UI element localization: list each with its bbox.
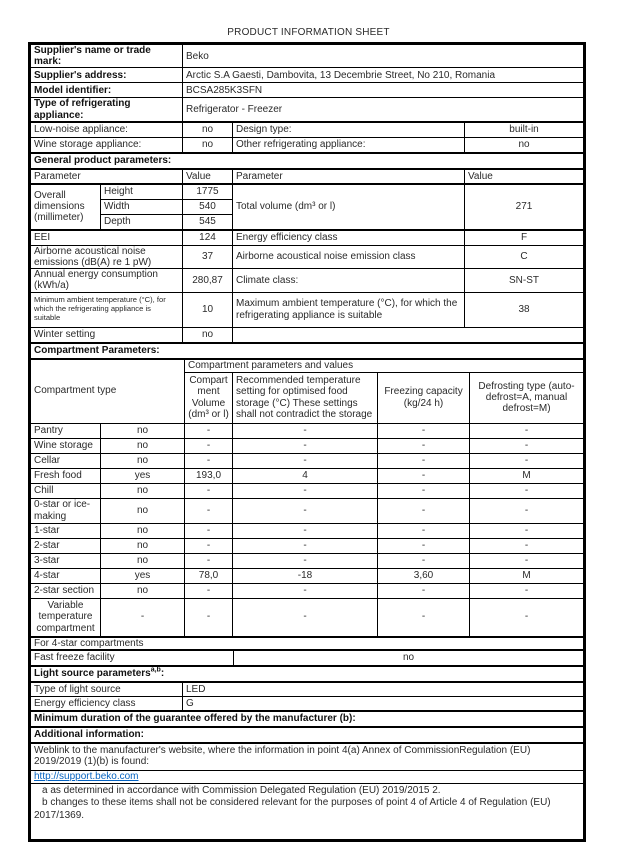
freezing-column-header: Freezing capacity (kg/24 h)	[378, 372, 470, 423]
compartment-parameters-heading	[30, 343, 584, 359]
additional-info-heading-row	[30, 727, 584, 743]
compartment-cell: no	[101, 423, 185, 438]
table-row	[31, 743, 584, 770]
table-row	[31, 137, 584, 152]
width-value: 540	[183, 199, 233, 214]
compartment-name: Variable temperature compartment	[31, 598, 101, 636]
table-row	[31, 68, 584, 83]
height-label: Height	[101, 184, 183, 199]
footnote-marker: a,b	[150, 666, 161, 674]
light-source-heading	[30, 666, 584, 682]
weblink-description: Weblink to the manufacturer's website, where the information in point 4(a) Annex of CommissionRegulation (EU) 2019/2019 (1)(b) is found:	[31, 743, 584, 770]
compartment-cell: -	[470, 553, 584, 568]
compartment-cell: no	[101, 483, 185, 498]
table-row	[31, 453, 584, 468]
compartment-cell: M	[470, 568, 584, 583]
table-row	[31, 498, 584, 523]
table-row	[31, 359, 584, 372]
max-ambient-value: 38	[465, 292, 584, 327]
eei-label: EEI	[31, 230, 183, 245]
winter-setting-value: no	[183, 327, 233, 342]
general-parameters-heading	[30, 153, 584, 169]
appliance-type-value: Refrigerator - Freezer	[183, 98, 584, 121]
support-weblink[interactable]: http://support.beko.com	[34, 771, 139, 783]
table-row	[31, 468, 584, 483]
empty-cell	[233, 327, 584, 342]
supplier-name-label: Supplier's name or trade mark:	[31, 45, 183, 68]
height-value: 1775	[183, 184, 233, 199]
dimensions-table	[30, 184, 584, 230]
design-type-label: Design type:	[233, 122, 465, 137]
table-row	[31, 153, 584, 168]
wine-storage-value: no	[183, 137, 233, 152]
footnote-a: a as determined in accordance with Commission Delegated Regulation (EU) 2019/2015 2.	[42, 784, 441, 796]
compartment-name: Pantry	[31, 423, 101, 438]
table-row	[31, 483, 584, 498]
column-header: Value	[465, 169, 584, 183]
overall-dimensions-label: Overall dimensions (millimeter)	[31, 184, 101, 229]
compartment-cell: -	[185, 598, 233, 636]
section-heading: General product parameters:	[31, 153, 584, 168]
temperature-column-header: Recommended temperature setting for optimised food storage (°C) These settings shall not contradict the storage	[233, 372, 378, 423]
appliance-type-label: Type of refrigerating appliance:	[31, 98, 183, 121]
low-noise-value: no	[183, 122, 233, 137]
compartment-name: 3-star	[31, 553, 101, 568]
compartment-cell: no	[101, 498, 185, 523]
compartment-cell: no	[101, 453, 185, 468]
table-row	[31, 245, 584, 268]
noise-emissions-value: 37	[183, 245, 233, 268]
total-volume-label: Total volume (dm³ or l)	[233, 184, 465, 229]
compartment-cell: -	[185, 453, 233, 468]
compartment-cell: -	[185, 423, 233, 438]
compartment-cell: 3,60	[378, 568, 470, 583]
climate-class-value: SN-ST	[465, 269, 584, 292]
light-source-table	[30, 682, 584, 711]
compartment-cell: -	[185, 583, 233, 598]
compartment-cell: -	[470, 523, 584, 538]
section-heading: Compartment Parameters:	[31, 343, 584, 358]
compartment-cell: -	[470, 498, 584, 523]
compartment-cell: -	[470, 538, 584, 553]
table-row	[31, 598, 584, 636]
section-heading	[31, 666, 584, 681]
table-row	[31, 650, 584, 665]
climate-class-label: Climate class:	[233, 269, 465, 292]
compartment-cell: -	[470, 483, 584, 498]
supplier-address-value: Arctic S.A Gaesti, Dambovita, 13 Decembrie Street, No 210, Romania	[183, 68, 584, 83]
model-identifier-value: BCSA285K3SFN	[183, 83, 584, 98]
compartment-cell: -	[378, 453, 470, 468]
compartment-name: Fresh food	[31, 468, 101, 483]
table-row	[31, 83, 584, 98]
light-heading-text: Light source parameters	[34, 668, 151, 680]
table-row	[31, 343, 584, 358]
annual-energy-label: Annual energy consumption (kWh/a)	[31, 269, 183, 292]
compartment-cell: -	[378, 523, 470, 538]
compartment-cell: -	[185, 483, 233, 498]
compartment-cell: -	[233, 583, 378, 598]
compartment-cell: no	[101, 538, 185, 553]
compartment-cell: -	[233, 538, 378, 553]
compartment-cell: -	[378, 438, 470, 453]
compartment-name: 2-star	[31, 538, 101, 553]
footnotes-cell	[31, 783, 584, 839]
supplier-name-value: Beko	[183, 45, 584, 68]
four-star-note: For 4-star compartments	[31, 637, 584, 649]
table-row	[31, 45, 584, 68]
compartment-cell: 4	[233, 468, 378, 483]
compartment-cell: -18	[233, 568, 378, 583]
min-ambient-label: Minimum ambient temperature (°C), for which the refrigerating appliance is suitable	[31, 292, 183, 327]
compartment-name: 1-star	[31, 523, 101, 538]
depth-label: Depth	[101, 214, 183, 229]
compartment-cell: no	[101, 553, 185, 568]
compartment-cell: 78,0	[185, 568, 233, 583]
sheet-table	[28, 42, 586, 842]
light-type-value: LED	[183, 682, 584, 696]
table-row	[31, 711, 584, 726]
table-row	[31, 538, 584, 553]
table-row	[31, 696, 584, 710]
compartment-cell: -	[233, 453, 378, 468]
table-row	[31, 682, 584, 696]
fast-freeze-label: Fast freeze facility	[31, 650, 234, 665]
light-type-label: Type of light source	[31, 682, 183, 696]
design-type-value: built-in	[465, 122, 584, 137]
other-appliance-value: no	[465, 137, 584, 152]
compartment-cell: 193,0	[185, 468, 233, 483]
compartment-cell: -	[378, 553, 470, 568]
compartment-cell: no	[101, 523, 185, 538]
general-header-row	[30, 169, 584, 184]
compartment-cell: -	[470, 598, 584, 636]
compartment-cell: -	[233, 423, 378, 438]
compartment-cell: -	[185, 553, 233, 568]
compartment-cell: -	[185, 538, 233, 553]
model-identifier-label: Model identifier:	[31, 83, 183, 98]
compartment-cell: -	[185, 523, 233, 538]
table-row	[31, 98, 584, 121]
supplier-table	[30, 44, 584, 122]
compartment-cell: no	[101, 583, 185, 598]
compartment-cell: yes	[101, 568, 185, 583]
compartment-cell: -	[233, 553, 378, 568]
table-row	[31, 327, 584, 342]
compartment-cell: -	[378, 468, 470, 483]
annual-energy-value: 280,87	[183, 269, 233, 292]
depth-value: 545	[183, 214, 233, 229]
compartment-cell: -	[185, 438, 233, 453]
compartment-cell: -	[378, 538, 470, 553]
compartment-cell: -	[378, 423, 470, 438]
compartment-name: 0-star or ice-making	[31, 498, 101, 523]
compartment-type-header: Compartment type	[31, 359, 185, 423]
compartment-cell: -	[470, 423, 584, 438]
table-row	[31, 122, 584, 137]
winter-setting-label: Winter setting	[31, 327, 183, 342]
table-row	[31, 292, 584, 327]
four-star-note-row	[30, 637, 584, 650]
compartment-cell: -	[233, 483, 378, 498]
supplier-address-label: Supplier's address:	[31, 68, 183, 83]
fast-freeze-table	[30, 650, 584, 666]
compartment-cell: -	[470, 453, 584, 468]
section-heading: Additional information:	[31, 727, 584, 742]
low-noise-label: Low-noise appliance:	[31, 122, 183, 137]
compartment-cell: -	[101, 598, 185, 636]
page-title: PRODUCT INFORMATION SHEET	[227, 27, 390, 38]
compartment-cell: -	[470, 438, 584, 453]
compartment-cell: -	[378, 583, 470, 598]
total-volume-value: 271	[465, 184, 584, 229]
table-row	[31, 230, 584, 245]
eei-value: 124	[183, 230, 233, 245]
fast-freeze-value: no	[234, 650, 584, 665]
noise-class-label: Airborne acoustical noise emission class	[233, 245, 465, 268]
energy-class-value: F	[465, 230, 584, 245]
table-row	[31, 666, 584, 681]
weblink-cell	[31, 770, 584, 783]
appliance-flags-table	[30, 122, 584, 153]
guarantee-heading-row	[30, 711, 584, 727]
defrost-column-header: Defrosting type (auto-defrost=A, manual defrost=M)	[470, 372, 584, 423]
compartment-cell: M	[470, 468, 584, 483]
energy-class-label: Energy efficiency class	[233, 230, 465, 245]
compartment-cell: -	[233, 438, 378, 453]
compartment-cell: yes	[101, 468, 185, 483]
wine-storage-label: Wine storage appliance:	[31, 137, 183, 152]
compartment-cell: -	[378, 598, 470, 636]
table-row	[31, 783, 584, 839]
column-header: Parameter	[233, 169, 465, 183]
table-row	[31, 438, 584, 453]
general-values-table	[30, 230, 584, 343]
compartment-name: Cellar	[31, 453, 101, 468]
compartment-cell: -	[378, 483, 470, 498]
table-row	[31, 523, 584, 538]
compartment-name: 4-star	[31, 568, 101, 583]
additional-info-table	[30, 743, 584, 840]
table-row	[31, 568, 584, 583]
compartment-cell: -	[233, 523, 378, 538]
table-row	[31, 423, 584, 438]
column-header: Parameter	[31, 169, 183, 183]
compartment-cell: -	[378, 498, 470, 523]
min-ambient-value: 10	[183, 292, 233, 327]
footnote-b: b changes to these items shall not be considered relevant for the purposes of point 4 of Article 4 of Regulation (EU) 2017/1369.	[34, 797, 551, 821]
column-header: Value	[183, 169, 233, 183]
table-row	[31, 637, 584, 649]
compartment-table	[30, 359, 584, 637]
compartment-cell: -	[185, 498, 233, 523]
compartment-cell: no	[101, 438, 185, 453]
volume-column-header: Compartment Volume (dm³ or l)	[185, 372, 233, 423]
light-heading-colon: :	[160, 668, 165, 680]
table-row	[31, 770, 584, 783]
table-row	[31, 727, 584, 742]
width-label: Width	[101, 199, 183, 214]
light-class-value: G	[183, 696, 584, 710]
max-ambient-label: Maximum ambient temperature (°C), for which the refrigerating appliance is suitable	[233, 292, 465, 327]
other-appliance-label: Other refrigerating appliance:	[233, 137, 465, 152]
table-row	[31, 269, 584, 292]
light-class-label: Energy efficiency class	[31, 696, 183, 710]
section-heading: Minimum duration of the guarantee offered by the manufacturer (b):	[31, 711, 584, 726]
compartment-name: 2-star section	[31, 583, 101, 598]
compartment-name: Wine storage	[31, 438, 101, 453]
table-row	[31, 169, 584, 183]
compartment-group-header: Compartment parameters and values	[185, 359, 584, 372]
table-row	[31, 583, 584, 598]
table-row	[31, 184, 584, 199]
compartment-cell: -	[233, 498, 378, 523]
compartment-cell: -	[470, 583, 584, 598]
compartment-cell: -	[233, 598, 378, 636]
table-row	[31, 553, 584, 568]
compartment-name: Chill	[31, 483, 101, 498]
noise-class-value: C	[465, 245, 584, 268]
noise-emissions-label: Airborne acoustical noise emissions (dB(A) re 1 pW)	[31, 245, 183, 268]
